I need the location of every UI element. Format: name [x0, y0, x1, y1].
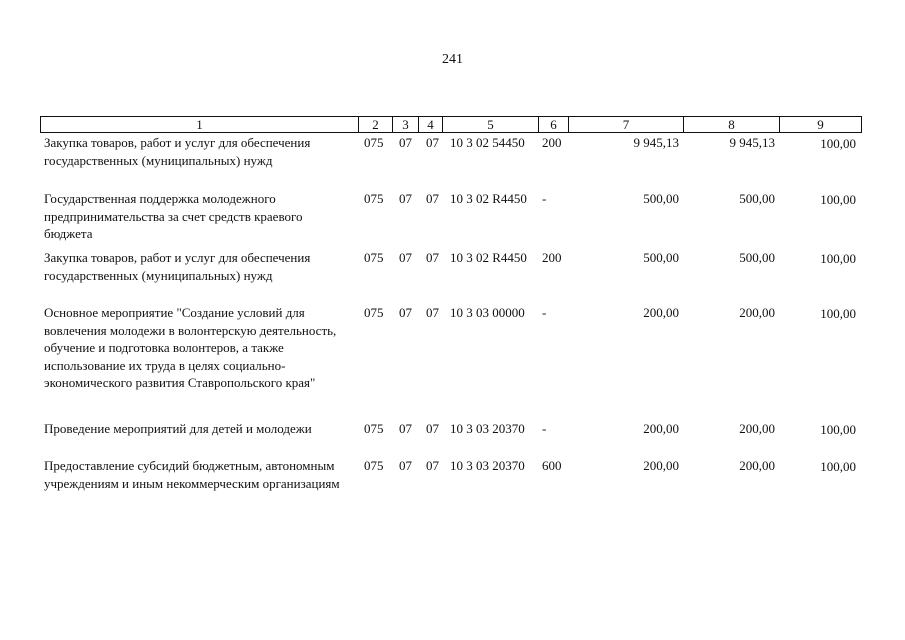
row-col-2: 075: [364, 305, 384, 320]
row-col-2: 075: [364, 191, 384, 206]
row-col-5: 10 3 03 20370: [450, 458, 525, 473]
row-col-3: 07: [399, 421, 412, 436]
row-col-3: 07: [399, 250, 412, 265]
row-col-6: 200: [542, 135, 562, 150]
row-col-3: 07: [399, 191, 412, 206]
row-col-9: 100,00: [820, 192, 856, 207]
row-col-4: 07: [426, 421, 439, 436]
row-col-8: 500,00: [739, 250, 775, 265]
row-col-9: 100,00: [820, 459, 856, 474]
row-col-7: 200,00: [643, 458, 679, 473]
page-number: 241: [442, 52, 463, 67]
row-col-9: 100,00: [820, 136, 856, 151]
row-col-7: 500,00: [643, 191, 679, 206]
row-col-7: 9 945,13: [633, 135, 679, 150]
header-col-3: 3: [393, 117, 419, 132]
row-col-9: 100,00: [820, 306, 856, 321]
row-col-5: 10 3 02 R4450: [450, 191, 527, 206]
row-col-2: 075: [364, 135, 384, 150]
row-col-9: 100,00: [820, 422, 856, 437]
row-col-4: 07: [426, 135, 439, 150]
row-name: Предоставление субсидий бюджетным, автономным учреждениям и иным некоммерческим организациям: [44, 458, 340, 491]
table-header: [40, 116, 862, 133]
header-col-5: 5: [443, 117, 539, 132]
row-name: Основное мероприятие "Создание условий для вовлечения молодежи в волонтерскую деятельность, обучение и подготовка волонтеров, а также использование их труда в целях социально-экономического развития Ставропольского края": [44, 305, 337, 391]
row-col-5: 10 3 02 R4450: [450, 250, 527, 265]
row-col-6: -: [542, 191, 547, 206]
row-name: Закупка товаров, работ и услуг для обеспечения государственных (муниципальных) нужд: [44, 135, 311, 168]
header-col-8: 8: [684, 117, 780, 132]
row-col-7: 200,00: [643, 305, 679, 320]
row-col-5: 10 3 03 20370: [450, 421, 525, 436]
header-col-1: 1: [41, 117, 359, 132]
row-col-8: 200,00: [739, 421, 775, 436]
row-col-6: 200: [542, 250, 562, 265]
row-col-4: 07: [426, 250, 439, 265]
row-col-6: -: [542, 421, 547, 436]
row-col-7: 200,00: [643, 421, 679, 436]
row-col-3: 07: [399, 305, 412, 320]
row-col-2: 075: [364, 421, 384, 436]
header-col-2: 2: [359, 117, 393, 132]
row-name: Проведение мероприятий для детей и молодежи: [44, 421, 312, 436]
row-col-6: -: [542, 305, 547, 320]
row-name: Государственная поддержка молодежного предпринимательства за счет средств краевого бюджета: [44, 191, 303, 242]
row-col-8: 200,00: [739, 458, 775, 473]
row-col-8: 200,00: [739, 305, 775, 320]
row-col-9: 100,00: [820, 251, 856, 266]
row-col-3: 07: [399, 458, 412, 473]
row-col-8: 500,00: [739, 191, 775, 206]
row-col-4: 07: [426, 458, 439, 473]
row-col-6: 600: [542, 458, 562, 473]
header-col-7: 7: [569, 117, 684, 132]
row-name: Закупка товаров, работ и услуг для обеспечения государственных (муниципальных) нужд: [44, 250, 311, 283]
row-col-5: 10 3 02 54450: [450, 135, 525, 150]
row-col-3: 07: [399, 135, 412, 150]
header-col-6: 6: [539, 117, 569, 132]
row-col-2: 075: [364, 458, 384, 473]
row-col-7: 500,00: [643, 250, 679, 265]
row-col-8: 9 945,13: [729, 135, 775, 150]
header-col-4: 4: [419, 117, 443, 132]
header-col-9: 9: [817, 117, 824, 132]
row-col-5: 10 3 03 00000: [450, 305, 525, 320]
row-col-4: 07: [426, 191, 439, 206]
row-col-4: 07: [426, 305, 439, 320]
row-col-2: 075: [364, 250, 384, 265]
